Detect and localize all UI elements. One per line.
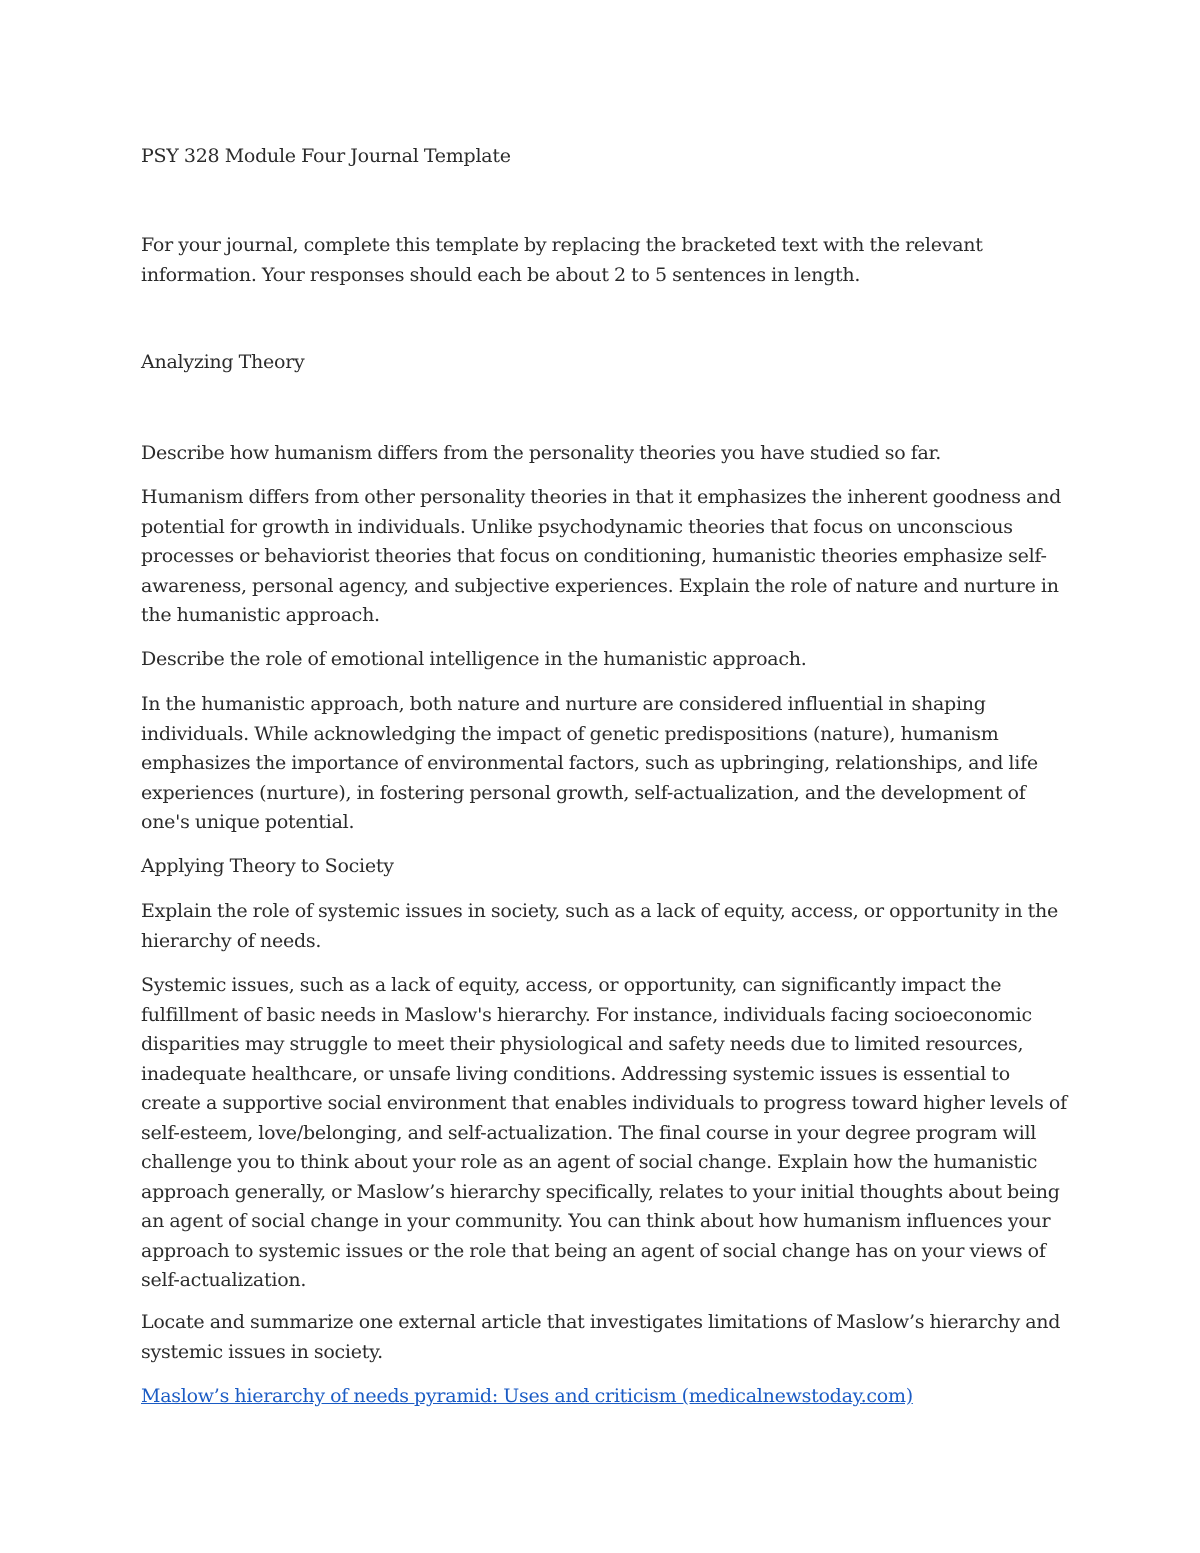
prompt-systemic-issues: Explain the role of systemic issues in society, such as a lack of equity, access, or opportunity in the hierarchy of needs. bbox=[141, 900, 1058, 952]
prompt-emotional-intelligence: Describe the role of emotional intelligence in the humanistic approach. bbox=[141, 648, 807, 670]
section-heading-analyzing-theory: Analyzing Theory bbox=[141, 351, 305, 373]
document-title: PSY 328 Module Four Journal Template bbox=[141, 145, 511, 167]
article-link[interactable]: Maslow’s hierarchy of needs pyramid: Uses and criticism (medicalnewstoday.com) bbox=[141, 1385, 913, 1407]
response-systemic-issues: Systemic issues, such as a lack of equity, access, or opportunity, can significantly impact the fulfillment of basic needs in Maslow's hierarchy. For instance, individuals facing socioeconomic disparities may struggle to meet their physiological and safety needs due to limited resources, inadequate healthcare, or unsafe living conditions. Addressing systemic issues is essential to create a supportive social environment that enables individuals to progress toward higher levels of self-esteem, love/belonging, and self-actualization. The final course in your degree program will challenge you to think about your role as an agent of social change. Explain how the humanistic approach generally, or Maslow’s hierarchy specifically, relates to your initial thoughts about being an agent of social change in your community. You can think about how humanism influences your approach to systemic issues or the role that being an agent of social change has on your views of self-actualization. bbox=[141, 974, 1067, 1291]
response-nature-nurture: In the humanistic approach, both nature and nurture are considered influential in shaping individuals. While acknowledging the impact of genetic predispositions (nature), humanism emphasizes the importance of environmental factors, such as upbringing, relationships, and life experiences (nurture), in fostering personal growth, self-actualization, and the development of one's unique potential. bbox=[141, 693, 1038, 833]
response-humanism-differences: Humanism differs from other personality theories in that it emphasizes the inherent goodness and potential for growth in individuals. Unlike psychodynamic theories that focus on unconscious processes or behaviorist theories that focus on conditioning, humanistic theories emphasize self-awareness, personal agency, and subjective experiences. Explain the role of nature and nurture in the humanistic approach. bbox=[141, 486, 1062, 626]
prompt-external-article: Locate and summarize one external article that investigates limitations of Maslow’s hierarchy and systemic issues in society. bbox=[141, 1311, 1061, 1363]
prompt-humanism-differences: Describe how humanism differs from the personality theories you have studied so far. bbox=[141, 442, 942, 464]
instructions-paragraph: For your journal, complete this template by replacing the bracketed text with the relevant information. Your responses should each be about 2 to 5 sentences in length. bbox=[141, 234, 983, 286]
section-heading-applying-theory: Applying Theory to Society bbox=[141, 855, 394, 877]
